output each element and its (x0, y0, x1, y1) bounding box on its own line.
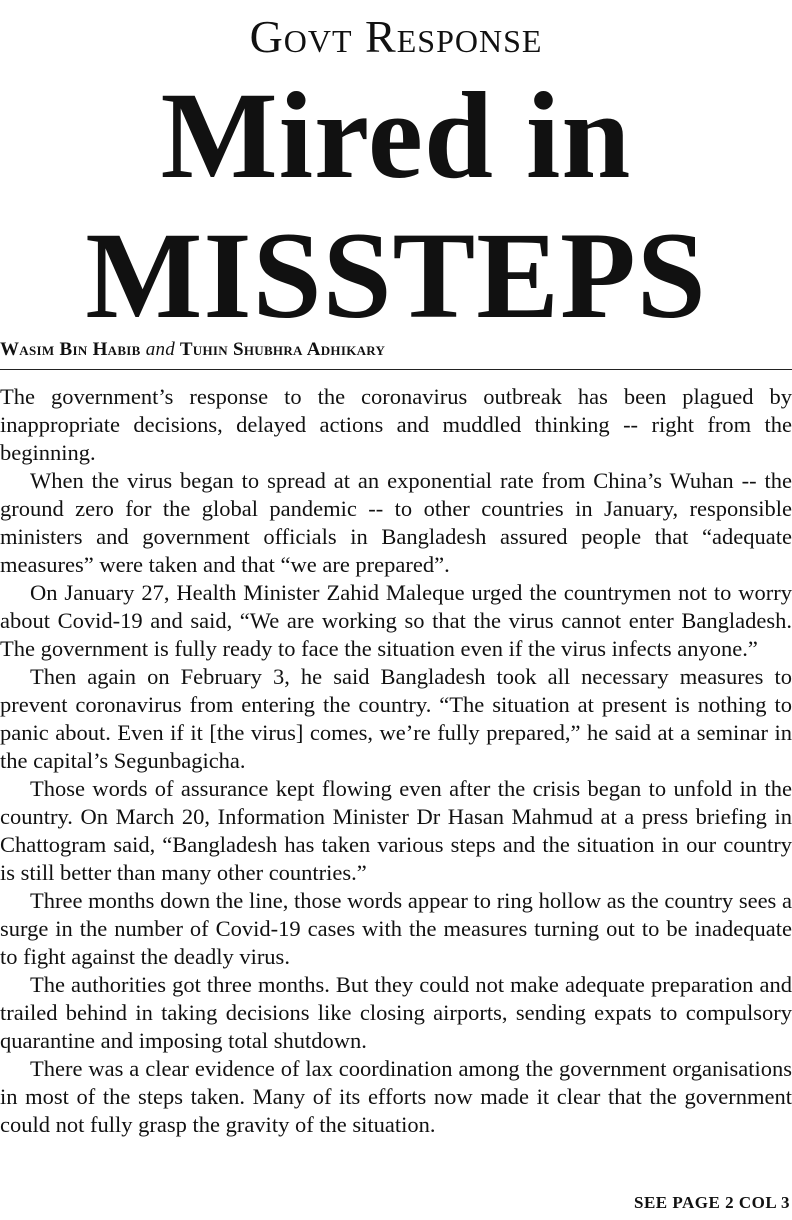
article-paragraph: Those words of assurance kept flowing even after the crisis began to unfold in the country. On March 20, Information Minister Dr Hasan Mahmud at a press briefing in Chattogram said, “Bangladesh has taken various steps and the situation in our country is still better than many other countries.” (0, 776, 792, 885)
byline-divider (0, 369, 792, 370)
byline-author-2: Tuhin Shubhra Adhikary (179, 339, 386, 360)
headline-line-2: MISSTEPS (85, 207, 707, 344)
section-kicker: Govt Response (249, 11, 543, 62)
article-paragraph: Then again on February 3, he said Bangladesh took all necessary measures to prevent coronavirus from entering the country. “The situation at present is nothing to panic about. Even if it [the virus] comes, we’re fully prepared,” he said at a seminar in the capital’s Segunbagicha. (0, 664, 792, 773)
article-paragraph: When the virus began to spread at an exponential rate from China’s Wuhan -- the ground zero for the global pandemic -- to other countries in January, responsible ministers and government officials in Bangladesh assured people that “adequate measures” were taken and that “we are prepared”. (0, 468, 792, 577)
continuation-jump-line: SEE PAGE 2 COL 3 (634, 1193, 790, 1212)
headline-line-1: Mired in (160, 67, 632, 204)
byline-conjunction: and (145, 339, 176, 360)
byline-author-1: Wasim Bin Habib (0, 339, 141, 360)
article-paragraph: On January 27, Health Minister Zahid Maleque urged the countrymen not to worry about Covid-19 and said, “We are working so that the virus cannot enter Bangladesh. The government is fully ready to face the situation even if the virus infects anyone.” (0, 580, 792, 661)
article-paragraph: Three months down the line, those words appear to ring hollow as the country sees a surge in the number of Covid-19 cases with the measures turning out to be inadequate to fight against the deadly virus. (0, 888, 792, 969)
article-paragraph: There was a clear evidence of lax coordination among the government organisations in most of the steps taken. Many of its efforts now made it clear that the government could not fully grasp the gravity of the situation. (0, 1056, 792, 1137)
byline (0, 338, 792, 362)
article-paragraph: The government’s response to the coronavirus outbreak has been plagued by inappropriate decisions, delayed actions and muddled thinking -- right from the beginning. (0, 384, 792, 465)
article-body (0, 383, 792, 1139)
article-paragraph: The authorities got three months. But they could not make adequate preparation and trailed behind in taking decisions like closing airports, sending expats to compulsory quarantine and imposing total shutdown. (0, 972, 792, 1053)
headline (0, 66, 792, 346)
